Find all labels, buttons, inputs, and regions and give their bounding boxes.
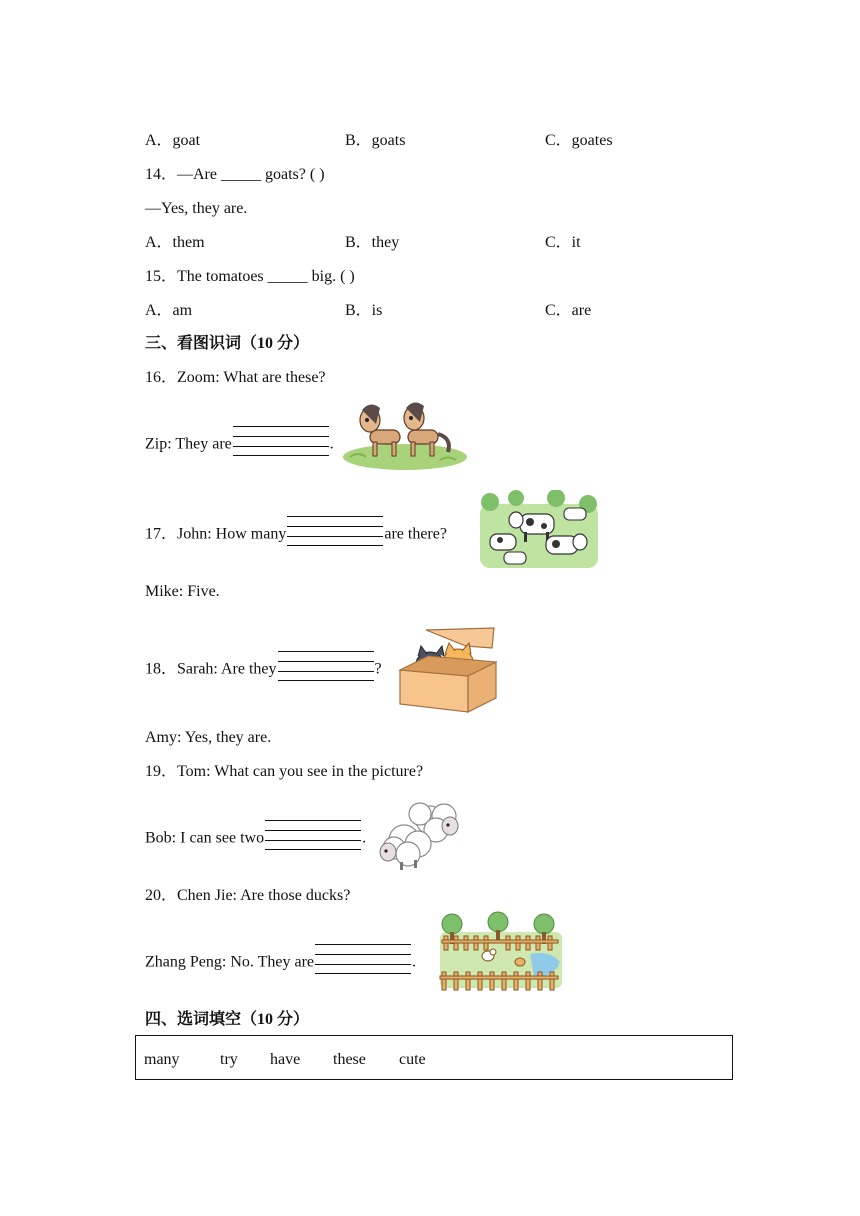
q13-option-a: A．goat [145,132,201,149]
word-bank-item: try [220,1051,238,1068]
q17-answer: Mike: Five. [145,583,220,600]
q14-option-a: A．them [145,234,205,251]
word-bank-box [135,1035,733,1080]
cows-image [476,490,602,572]
q17-answer-blank[interactable] [287,516,383,546]
cats-in-box-image [396,624,500,716]
q19-answer-blank[interactable] [265,820,361,850]
section-4-heading: 四、选词填空（10 分） [145,1011,310,1028]
q13-option-c: C．goates [545,132,613,149]
q14-reply: —Yes, they are. [145,200,248,217]
q20-answer-line [145,948,416,978]
q19-answer-suffix: . [362,829,367,847]
q16-answer-suffix: . [329,435,334,453]
q20-answer-prefix: Zhang Peng: No. They are [145,953,314,971]
q15-option-b: B．is [345,302,383,319]
q16-answer-blank[interactable] [233,426,329,456]
q15-stem: 15．The tomatoes _____ big. ( ) [145,268,355,285]
q19-answer-prefix: Bob: I can see two [145,829,265,847]
q17-question-suffix: are there? [384,525,447,543]
q18-question-line [145,655,382,685]
q19-answer-line [145,824,366,854]
q14-stem: 14．—Are _____ goats? ( ) [145,166,325,183]
word-bank-item: these [333,1051,366,1068]
word-bank-item: cute [399,1051,426,1068]
sheep-image [374,796,464,872]
q13-option-b: B．goats [345,132,406,149]
q14-option-c: C．it [545,234,581,251]
q20-answer-blank[interactable] [315,944,411,974]
q17-question-prefix: 17．John: How many [145,525,287,543]
q18-answer-blank[interactable] [278,651,374,681]
q16-answer-line [145,430,334,460]
q16-answer-prefix: Zip: They are [145,435,232,453]
q18-question-suffix: ? [374,660,382,678]
word-bank-item: have [270,1051,301,1068]
q15-option-a: A．am [145,302,193,319]
q20-answer-suffix: . [412,953,416,971]
q19-question: 19．Tom: What can you see in the picture? [145,763,424,780]
word-bank-item: many [144,1051,180,1068]
q14-option-b: B．they [345,234,400,251]
q18-answer: Amy: Yes, they are. [145,729,272,746]
q18-question-prefix: 18．Sarah: Are they [145,660,277,678]
horses-image [340,402,470,472]
q16-question: 16．Zoom: What are these? [145,369,326,386]
q15-option-c: C．are [545,302,592,319]
hens-on-farm-image [436,910,564,994]
q20-question: 20．Chen Jie: Are those ducks? [145,887,351,904]
section-3-heading: 三、看图识词（10 分） [145,335,310,352]
q17-question-line [145,520,447,550]
